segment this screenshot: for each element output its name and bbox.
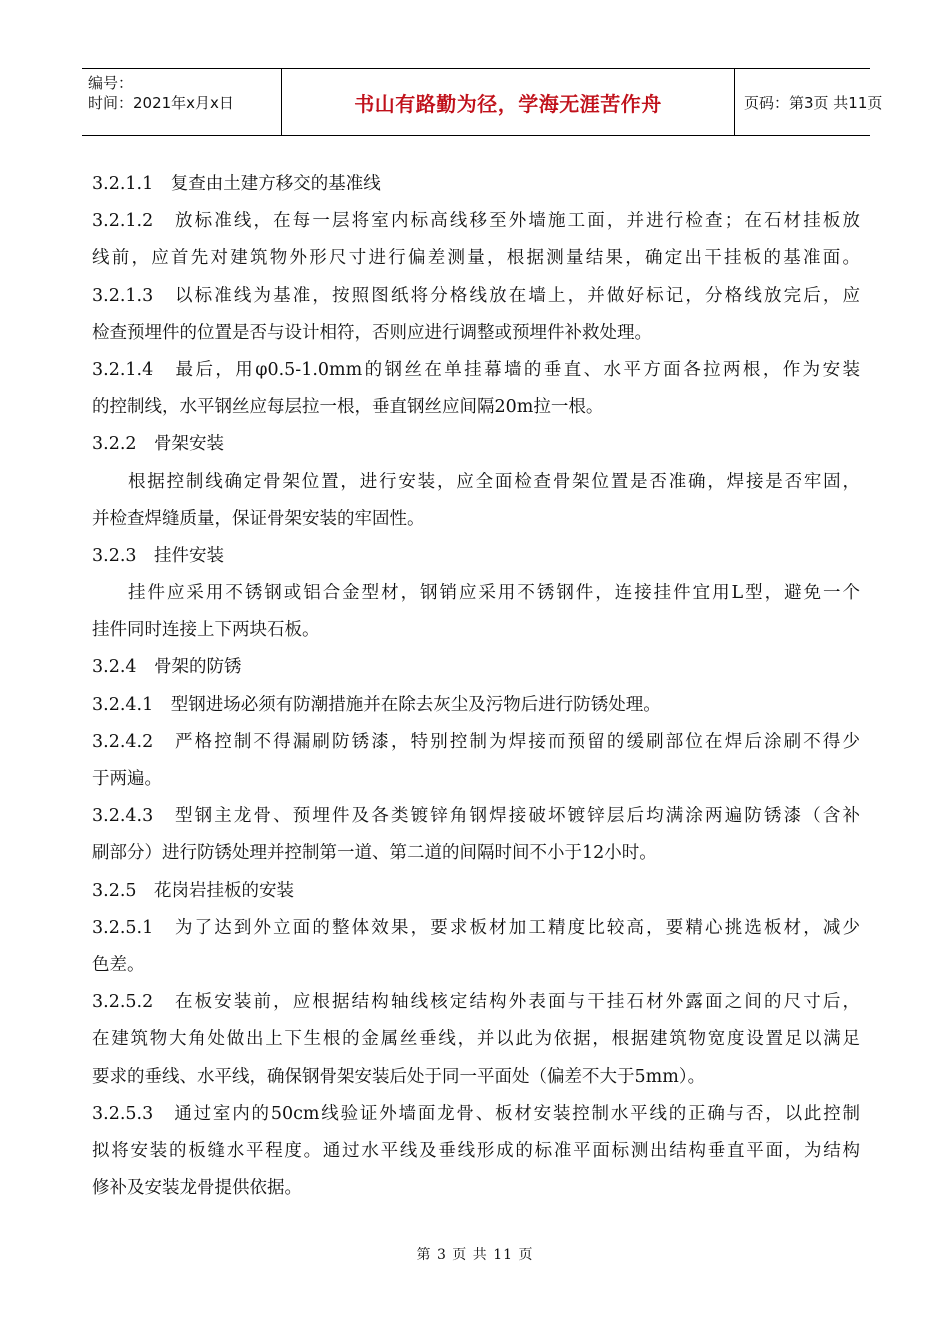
text-line: 3.2.4.1 型钢进场必须有防潮措施并在除去灰尘及污物后进行防锈处理。 [92, 694, 661, 715]
text-line: 线前，应首先对建筑物外形尺寸进行偏差测量，根据测量结果，确定出干挂板的基准面。 [92, 248, 860, 269]
text-line: 并检查焊缝质量，保证骨架安装的牢固性。 [92, 508, 425, 529]
text-line: 的控制线，水平钢丝应每层拉一根，垂直钢丝应间隔20m拉一根。 [92, 397, 604, 418]
header-motto: 书山有路勤为径，学海无涯苦作舟 [354, 91, 662, 116]
text-line: 3.2.5.3 通过室内的50cm线验证外墙面龙骨、板材安装控制水平线的正确与否，以此控制 [92, 1103, 860, 1124]
text-line: 挂件同时连接上下两块石板。 [92, 620, 320, 641]
text-line: 于两遍。 [92, 769, 162, 789]
header-motto-cell [282, 69, 735, 135]
text-line: 3.2.4 骨架的防锈 [92, 657, 242, 678]
text-line: 挂件应采用不锈钢或铝合金型材，钢销应采用不锈钢件，连接挂件宜用L型，避免一个 [128, 583, 860, 604]
header-page-info: 页码：第3页 共11页 [744, 93, 883, 112]
text-line: 拟将安装的板缝水平程度。通过水平线及垂线形成的标准平面标测出结构垂直平面，为结构 [92, 1140, 860, 1161]
text-line: 3.2.5.2 在板安装前，应根据结构轴线核定结构外表面与干挂石材外露面之间的尺寸后， [92, 992, 860, 1013]
page-footer: 第 3 页 共 11 页 [416, 1247, 534, 1263]
text-line: 3.2.1.2 放标准线，在每一层将室内标高线移至外墙施工面，并进行检查；在石材挂板放 [92, 211, 860, 232]
text-line: 3.2.4.3 型钢主龙骨、预埋件及各类镀锌角钢焊接破坏镀锌层后均满涂两遍防锈漆（含补 [92, 806, 860, 827]
text-line: 在建筑物大角处做出上下生根的金属丝垂线，并以此为依据，根据建筑物宽度设置足以满足 [92, 1029, 860, 1050]
text-line: 色差。 [92, 954, 145, 975]
page-header [82, 68, 883, 136]
text-line: 修补及安装龙骨提供依据。 [92, 1178, 302, 1199]
text-line: 3.2.1.3 以标准线为基准，按照图纸将分格线放在墙上，并做好标记，分格线放完后，应 [92, 285, 860, 306]
text-line: 3.2.4.2 严格控制不得漏刷防锈漆，特别控制为焊接而预留的缓刷部位在焊后涂刷不得少 [92, 731, 860, 752]
text-line: 根据控制线确定骨架位置，进行安装，应全面检查骨架位置是否准确，焊接是否牢固， [128, 471, 860, 492]
text-line: 刷部分）进行防锈处理并控制第一道、第二道的间隔时间不小于12小时。 [92, 843, 657, 864]
text-line: 3.2.2 骨架安装 [92, 434, 225, 455]
text-line: 3.2.1.1 复查由土建方移交的基准线 [92, 174, 381, 194]
text-line: 3.2.1.4 最后，用φ0.5-1.0mm的钢丝在单挂幕墙的垂直、水平方面各拉两根，作为安装 [92, 359, 860, 380]
serial-number-label: 编号： [88, 74, 134, 92]
header-meta [82, 69, 282, 135]
date-label: 时间：2021年x月x日 [88, 94, 234, 112]
document-body [92, 166, 860, 1207]
text-line: 3.2.5 花岗岩挂板的安装 [92, 880, 295, 901]
text-line: 3.2.5.1 为了达到外立面的整体效果，要求板材加工精度比较高，要精心挑选板材，减少 [92, 917, 860, 938]
text-line: 要求的垂线、水平线，确保钢骨架安装后处于同一平面处（偏差不大于5mm）。 [92, 1066, 706, 1087]
text-line: 3.2.3 挂件安装 [92, 545, 225, 566]
text-line: 检查预埋件的位置是否与设计相符，否则应进行调整或预埋件补救处理。 [92, 322, 652, 343]
header-page-info-cell [735, 69, 883, 135]
